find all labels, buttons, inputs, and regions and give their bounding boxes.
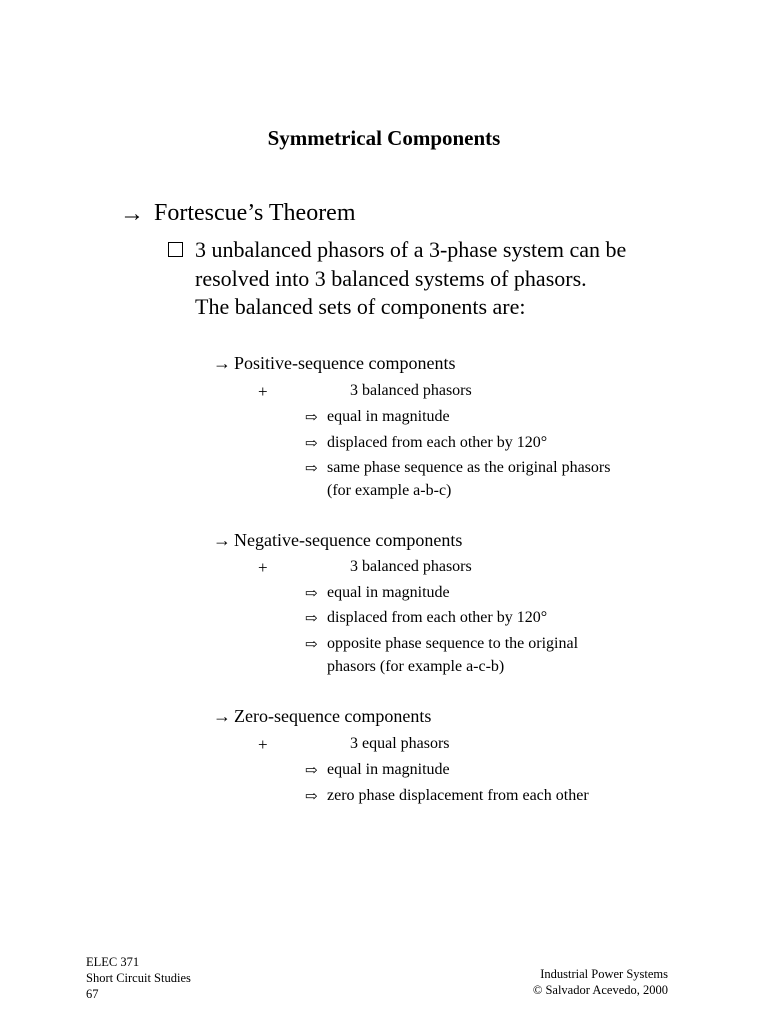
- hollow-arrow-icon: ⇨: [305, 637, 318, 653]
- zero-plus-bullet: +: [258, 735, 268, 754]
- zero-item-2: zero phase displacement from each other: [327, 787, 589, 804]
- negative-item-3-continued: phasors (for example a-c-b): [327, 658, 505, 675]
- negative-arrow-icon: →: [213, 530, 231, 550]
- hollow-arrow-icon: ⇨: [305, 611, 318, 627]
- statement-line-3: The balanced sets of components are:: [195, 294, 526, 319]
- zero-summary: 3 equal phasors: [350, 735, 450, 752]
- hollow-arrow-icon: ⇨: [305, 436, 318, 452]
- hollow-arrow-icon: ⇨: [305, 789, 318, 805]
- zero-sequence-heading: Zero-sequence components: [234, 706, 432, 726]
- positive-plus-bullet: +: [258, 382, 268, 401]
- positive-sequence-heading: Positive-sequence components: [234, 353, 456, 373]
- negative-item-2: displaced from each other by 120°: [327, 609, 548, 626]
- negative-item-1: equal in magnitude: [327, 584, 450, 601]
- negative-item-3: opposite phase sequence to the original: [327, 635, 579, 652]
- positive-item-3-continued: (for example a-b-c): [327, 482, 452, 499]
- negative-summary: 3 balanced phasors: [350, 558, 472, 575]
- hollow-arrow-icon: ⇨: [305, 586, 318, 602]
- positive-item-2: displaced from each other by 120°: [327, 434, 548, 451]
- statement-line-2: resolved into 3 balanced systems of phasors.: [195, 266, 587, 291]
- zero-item-1: equal in magnitude: [327, 761, 450, 778]
- hollow-arrow-icon: ⇨: [305, 461, 318, 477]
- checkbox-bullet-icon: [168, 242, 183, 257]
- positive-item-1: equal in magnitude: [327, 408, 450, 425]
- positive-arrow-icon: →: [213, 353, 231, 373]
- hollow-arrow-icon: ⇨: [305, 410, 318, 426]
- footer-page-number: 67: [86, 987, 99, 1001]
- statement-line-1: 3 unbalanced phasors of a 3-phase system can be: [195, 237, 627, 262]
- hollow-arrow-icon: ⇨: [305, 763, 318, 779]
- footer-course-topic: Short Circuit Studies: [86, 971, 191, 985]
- positive-summary: 3 balanced phasors: [350, 382, 472, 399]
- theorem-bullet-arrow-icon: →: [120, 201, 144, 227]
- page-title: Symmetrical Components: [267, 126, 501, 150]
- footer-course-code: ELEC 371: [86, 955, 140, 969]
- positive-item-3: same phase sequence as the original phasors: [327, 459, 611, 476]
- footer-book-title: Industrial Power Systems: [540, 967, 668, 981]
- zero-arrow-icon: →: [213, 706, 231, 726]
- negative-plus-bullet: +: [258, 558, 268, 577]
- negative-sequence-heading: Negative-sequence components: [234, 530, 463, 550]
- footer-copyright: © Salvador Acevedo, 2000: [532, 983, 668, 997]
- theorem-heading: Fortescue’s Theorem: [154, 200, 356, 226]
